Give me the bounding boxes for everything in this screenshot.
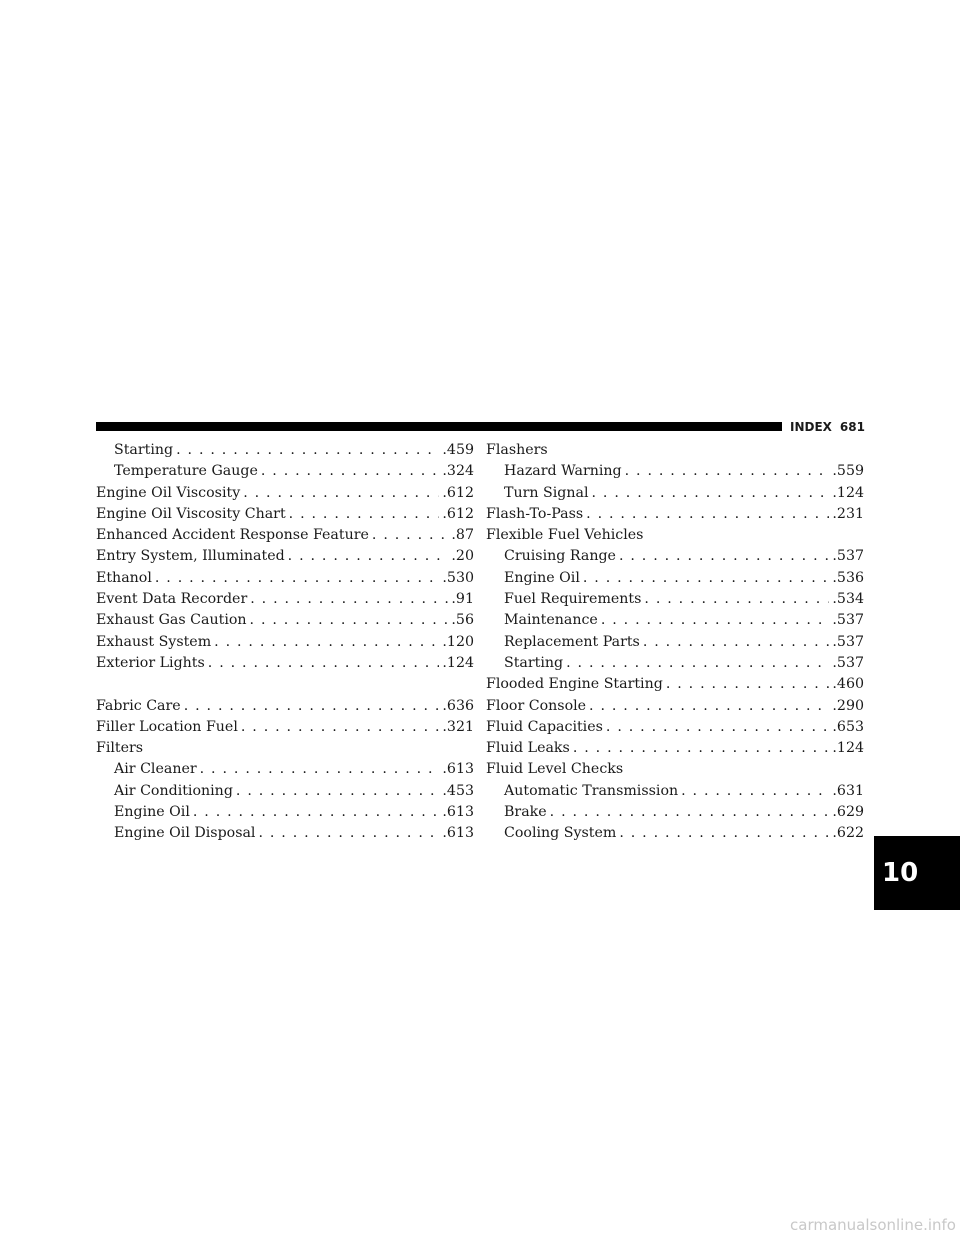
index-page-ref: .631: [832, 782, 864, 799]
index-entry: [486, 461, 864, 482]
index-page-ref: .460: [832, 676, 864, 693]
dot-leader: [573, 738, 830, 759]
index-term: Fuel Requirements: [504, 591, 642, 608]
index-page-ref: .653: [832, 718, 864, 735]
dot-leader: [566, 653, 829, 674]
dot-leader: [243, 483, 439, 504]
index-entry: [96, 696, 474, 717]
index-entry: [96, 653, 474, 674]
index-page-ref: .537: [832, 548, 864, 565]
index-entry: [96, 802, 474, 823]
index-term: Exhaust System: [96, 633, 212, 650]
index-heading: [486, 440, 864, 461]
dot-leader: [200, 759, 440, 780]
dot-leader: [550, 802, 830, 823]
index-term: Fluid Level Checks: [486, 761, 624, 778]
index-term: Temperature Gauge: [114, 463, 258, 480]
index-term: Replacement Parts: [504, 633, 640, 650]
index-entry: [486, 568, 864, 589]
index-entry: [486, 802, 864, 823]
index-page-ref: .124: [832, 484, 864, 501]
index-term: Flooded Engine Starting: [486, 676, 663, 693]
index-term: Starting: [504, 654, 564, 671]
dot-leader: [625, 461, 830, 482]
index-page-ref: .636: [442, 697, 474, 714]
index-entry: [96, 483, 474, 504]
index-term: Engine Oil Disposal: [114, 825, 256, 842]
index-page-ref: .459: [442, 442, 474, 458]
index-page-ref: .124: [442, 654, 474, 671]
index-page-ref: .290: [832, 697, 864, 714]
index-entry: [96, 504, 474, 525]
dot-leader: [619, 823, 829, 844]
index-page-ref: .324: [442, 463, 474, 480]
index-heading: [96, 738, 474, 759]
dot-leader: [681, 781, 829, 802]
index-term: Engine Oil Viscosity: [96, 484, 241, 501]
index-page-ref: .613: [442, 761, 474, 778]
index-term: Fabric Care: [96, 697, 181, 714]
index-page-ref: .20: [451, 548, 474, 565]
dot-leader: [236, 781, 440, 802]
dot-leader: [606, 717, 830, 738]
index-page-ref: .622: [832, 825, 864, 842]
index-column-right: [486, 440, 864, 845]
index-heading: [486, 525, 864, 546]
dot-leader: [258, 823, 439, 844]
index-page-ref: .613: [442, 825, 474, 842]
index-term: Filler Location Fuel: [96, 718, 238, 735]
dot-leader: [288, 546, 449, 567]
index-entry: [486, 653, 864, 674]
index-entry: [486, 717, 864, 738]
index-heading: [486, 759, 864, 780]
index-term: Engine Oil Viscosity Chart: [96, 505, 286, 522]
watermark: carmanualsonline.info: [790, 1216, 956, 1234]
index-entry: [486, 610, 864, 631]
index-term: Fluid Capacities: [486, 718, 603, 735]
index-entry: [486, 589, 864, 610]
dot-leader: [193, 802, 440, 823]
index-entry: [486, 823, 864, 844]
index-entry: [96, 546, 474, 567]
dot-leader: [586, 504, 829, 525]
index-page-ref: .530: [442, 569, 474, 586]
index-entry: [96, 461, 474, 482]
index-term: Exhaust Gas Caution: [96, 612, 247, 629]
index-term: Filters: [96, 740, 144, 757]
index-term: Starting: [114, 442, 174, 458]
index-term: Enhanced Accident Response Feature: [96, 527, 369, 544]
index-page-ref: .629: [832, 804, 864, 821]
index-entry: [486, 546, 864, 567]
dot-leader: [184, 696, 440, 717]
dot-leader: [619, 546, 829, 567]
index-term: Exterior Lights: [96, 654, 205, 671]
index-entry: [486, 674, 864, 695]
index-term: Fluid Leaks: [486, 740, 570, 757]
dot-leader: [643, 632, 830, 653]
index-page-ref: .537: [832, 633, 864, 650]
index-column-left: [96, 440, 474, 845]
index-entry: [96, 568, 474, 589]
dot-leader: [583, 568, 830, 589]
index-page-ref: .612: [442, 484, 474, 501]
dot-leader: [176, 440, 439, 461]
dot-leader: [372, 525, 449, 546]
index-entry: [486, 738, 864, 759]
dot-leader: [666, 674, 830, 695]
index-page-ref: .56: [451, 612, 474, 629]
index-page-ref: .536: [832, 569, 864, 586]
index-term: Air Cleaner: [114, 761, 197, 778]
index-term: Automatic Transmission: [504, 782, 679, 799]
dot-leader: [250, 610, 449, 631]
index-entry: [96, 781, 474, 802]
dot-leader: [250, 589, 448, 610]
index-entry: [486, 483, 864, 504]
index-page-ref: .124: [832, 740, 864, 757]
index-term: Maintenance: [504, 612, 598, 629]
index-page-ref: .231: [832, 505, 864, 522]
index-page-ref: .537: [832, 654, 864, 671]
section-title: INDEX: [790, 420, 832, 434]
index-term: Cooling System: [504, 825, 617, 842]
index-entry: [96, 632, 474, 653]
dot-leader: [592, 483, 830, 504]
page-number: 681: [839, 420, 865, 434]
index-entry: [486, 781, 864, 802]
index-page-ref: .537: [832, 612, 864, 629]
index-term: Flash-To-Pass: [486, 505, 584, 522]
index-page-ref: .120: [442, 633, 474, 650]
index-page-ref: .87: [451, 527, 474, 544]
index-page-ref: .534: [832, 591, 864, 608]
index-term: Air Conditioning: [114, 782, 233, 799]
index-page-ref: .612: [442, 505, 474, 522]
dot-leader: [261, 461, 440, 482]
index-entry: [96, 759, 474, 780]
index-page-ref: .91: [451, 591, 474, 608]
index-term: Flashers: [486, 442, 548, 458]
header-rule: [96, 422, 782, 431]
dot-leader: [644, 589, 829, 610]
dot-leader: [589, 696, 829, 717]
index-term: Floor Console: [486, 697, 587, 714]
index-entry: [486, 696, 864, 717]
index-term: Ethanol: [96, 569, 152, 586]
index-entry: [96, 610, 474, 631]
index-page-ref: .453: [442, 782, 474, 799]
index-term: Engine Oil: [504, 569, 580, 586]
index-term: Flexible Fuel Vehicles: [486, 527, 644, 544]
index-term: Brake: [504, 804, 547, 821]
index-entry: [486, 504, 864, 525]
index-term: Hazard Warning: [504, 463, 622, 480]
dot-leader: [155, 568, 440, 589]
dot-leader: [241, 717, 440, 738]
index-page-ref: .559: [832, 463, 864, 480]
index-entry: [96, 717, 474, 738]
index-term: Turn Signal: [504, 484, 589, 501]
index-term: Engine Oil: [114, 804, 190, 821]
dot-leader: [601, 610, 830, 631]
index-entry: [96, 440, 474, 461]
chapter-tab: 10: [874, 836, 960, 910]
dot-leader: [214, 632, 439, 653]
running-header: [790, 418, 870, 436]
index-entry: [96, 589, 474, 610]
index-term: Cruising Range: [504, 548, 616, 565]
index-page-ref: .613: [442, 804, 474, 821]
index-entry: [96, 823, 474, 844]
dot-leader: [289, 504, 440, 525]
index-entry: [96, 525, 474, 546]
index-spacer: [96, 674, 474, 695]
index-term: Entry System, Illuminated: [96, 548, 285, 565]
index-entry: [486, 632, 864, 653]
index-term: Event Data Recorder: [96, 591, 248, 608]
index-page-ref: .321: [442, 718, 474, 735]
dot-leader: [208, 653, 440, 674]
